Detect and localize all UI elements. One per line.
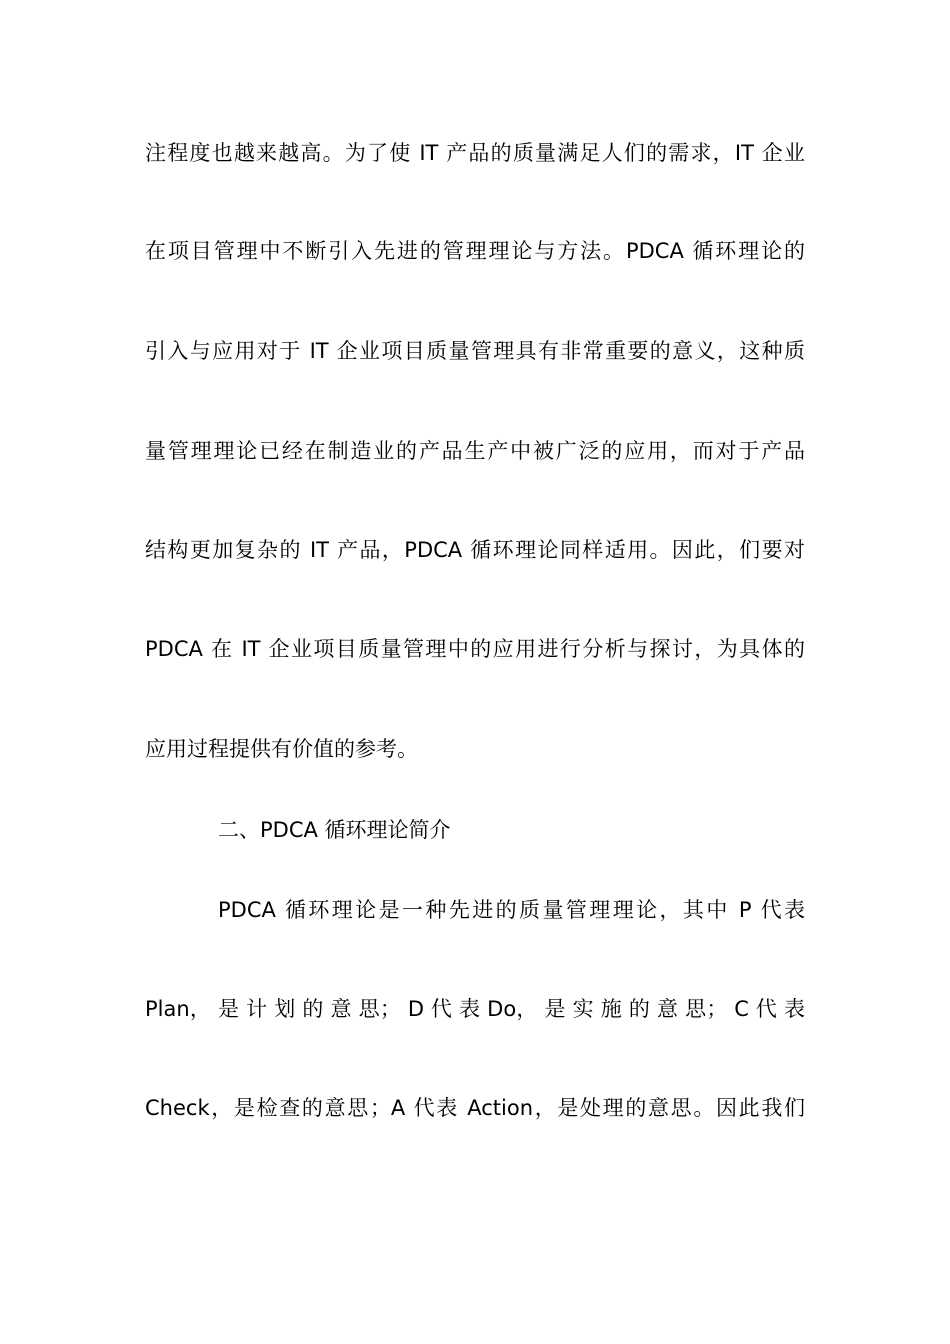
paragraph-line: PDCA 在 IT 企业项目质量管理中的应用进行分析与探讨，为具体的: [145, 637, 805, 661]
paragraph-line: 注程度也越来越高。为了使 IT 产品的质量满足人们的需求，IT 企业: [145, 141, 805, 165]
paragraph-line: 量管理理论已经在制造业的产品生产中被广泛的应用，而对于产品: [145, 439, 805, 463]
paragraph-line: 在项目管理中不断引入先进的管理理论与方法。PDCA 循环理论的: [145, 239, 805, 263]
paragraph-line: Plan， 是 计 划 的 意 思； D 代 表 Do， 是 实 施 的 意 思； C 代 表: [145, 997, 805, 1021]
paragraph-line-last: 应用过程提供有价值的参考。: [145, 737, 418, 761]
paragraph-line: 结构更加复杂的 IT 产品，PDCA 循环理论同样适用。因此，们要对: [145, 538, 805, 562]
paragraph-line: Check，是检查的意思；A 代表 Action，是处理的意思。因此我们: [145, 1096, 805, 1120]
section-heading: 二、PDCA 循环理论简介: [218, 818, 451, 842]
paragraph-line: 引入与应用对于 IT 企业项目质量管理具有非常重要的意义，这种质: [145, 339, 805, 363]
paragraph-line-indented: PDCA 循环理论是一种先进的质量管理理论，其中 P 代表: [218, 898, 805, 922]
